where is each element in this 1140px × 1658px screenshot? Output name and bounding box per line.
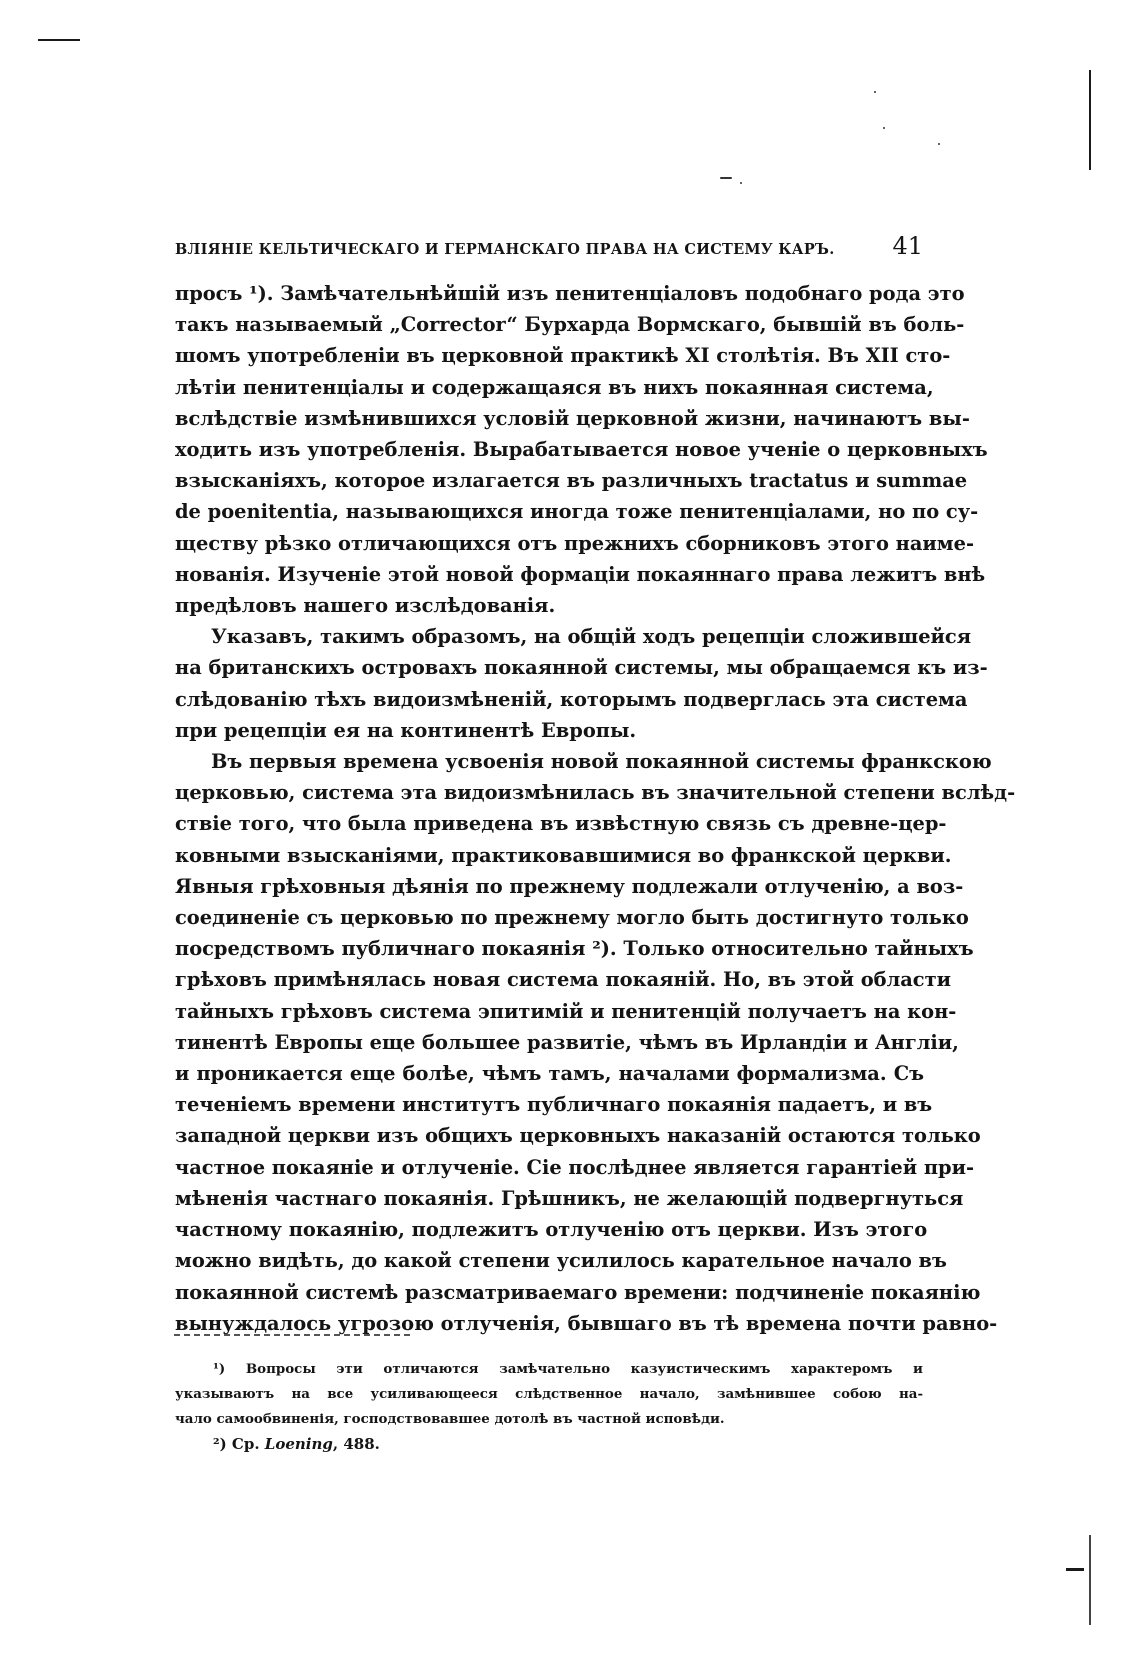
- scan-speck: [883, 127, 885, 129]
- body-line: тайныхъ грѣховъ система эпитимій и пенитенцій получаетъ на кон-: [175, 999, 957, 1023]
- body-line: покаянной системѣ разсматриваемаго времени: подчиненіе покаянію: [175, 1280, 981, 1304]
- body-line: частное покаяніе и отлученіе. Сіе послѣднее является гарантіей при-: [175, 1155, 975, 1179]
- body-line: при рецепціи ея на континентѣ Европы.: [175, 718, 637, 742]
- footnote-2-suffix: , 488.: [332, 1435, 380, 1453]
- body-line: вслѣдствіе измѣнившихся условій церковной жизни, начинаютъ вы-: [175, 406, 970, 430]
- body-line: частному покаянію, подлежитъ отлученію отъ церкви. Изъ этого: [175, 1218, 928, 1242]
- body-line: просъ ¹). Замѣчательнѣйшій изъ пенитенціаловъ подобнаго рода это: [175, 282, 965, 305]
- body-line: Въ первыя времена усвоенія новой покаянной системы франкскою: [211, 750, 992, 774]
- body-line: Явныя грѣховныя дѣянія по прежнему подлежали отлученію, а воз-: [175, 874, 964, 898]
- footnotes: [175, 1357, 923, 1457]
- body-line: слѣдованію тѣхъ видоизмѣненій, которымъ подверглась эта система: [175, 687, 968, 711]
- body-line: посредствомъ публичнаго покаянія ²). Только относительно тайныхъ: [175, 937, 974, 961]
- footnote-2-author: Loening: [264, 1435, 333, 1453]
- footnote-line: ¹) Вопросы эти отличаются замѣчательно казуистическимъ характеромъ и: [213, 1361, 923, 1377]
- body-line: мѣненія частнаго покаянія. Грѣшникъ, не желающій подвергнуться: [175, 1186, 964, 1210]
- scan-speck: [740, 182, 742, 184]
- body-line: вынуждалось угрозою отлученія, бывшаго въ тѣ времена почти равно-: [175, 1311, 998, 1335]
- body-line: de poenitentia, называющихся иногда тоже пенитенціалами, но по су-: [175, 500, 979, 524]
- body-line: предѣловъ нашего изслѣдованія.: [175, 594, 556, 618]
- body-line: церковью, система эта видоизмѣнилась въ значительной степени вслѣд-: [175, 781, 1016, 805]
- scan-mark-bottom-rule: [1089, 1535, 1091, 1625]
- running-title: ВЛІЯНІЕ КЕЛЬТИЧЕСКАГО И ГЕРМАНСКАГО ПРАВА НА СИСТЕМУ КАРЪ.: [175, 241, 835, 258]
- body-line: западной церкви изъ общихъ церковныхъ наказаній остаются только: [175, 1124, 981, 1148]
- body-line: можно видѣть, до какой степени усилилось карательное начало въ: [175, 1249, 947, 1273]
- scan-speck: [720, 177, 732, 179]
- body-line: грѣховъ примѣнялась новая система покаяній. Но, въ этой области: [175, 968, 952, 992]
- body-line: теченіемъ времени институтъ публичнаго покаянія падаетъ, и въ: [175, 1093, 933, 1117]
- body-line: лѣтіи пенитенціалы и содержащаяся въ нихъ покаянная система,: [175, 375, 934, 399]
- body-line: ходить изъ употребленія. Вырабатывается новое ученіе о церковныхъ: [175, 438, 988, 462]
- body-line: и проникается еще болѣе, чѣмъ тамъ, началами формализма. Съ: [175, 1062, 924, 1086]
- body-line: тинентѣ Европы еще большее развитіе, чѣмъ въ Ирландіи и Англіи,: [175, 1030, 959, 1054]
- body-text: [175, 278, 1016, 1339]
- scan-speck: [938, 143, 940, 145]
- body-line: взысканіяхъ, которое излагается въ различныхъ tractatus и summae: [175, 469, 968, 493]
- scan-mark-top-left: [38, 39, 80, 41]
- body-line: такъ называемый „Corrector“ Бурхарда Вормскаго, бывшій въ боль-: [175, 313, 965, 337]
- body-line: нованія. Изученіе этой новой формаціи покаяннаго права лежитъ внѣ: [175, 562, 986, 586]
- body-line: ковными взысканіями, практиковавшимися во франкской церкви.: [175, 843, 952, 867]
- footnote-line: указываютъ на все усиливающееся слѣдственное начало, замѣнившее собою на-: [175, 1386, 923, 1402]
- body-line: ществу рѣзко отличающихся отъ прежнихъ сборниковъ этого наиме-: [175, 531, 975, 555]
- footnote-line: чало самообвиненія, господствовавшее дотолѣ въ частной исповѣди.: [175, 1411, 725, 1427]
- body-line: ствіе того, что была приведена въ извѣстную связь съ древне-цер-: [175, 812, 947, 836]
- footnote-2: [175, 1432, 923, 1457]
- scan-speck: [874, 91, 876, 93]
- footnote-rule: [174, 1334, 410, 1336]
- page-number: 41: [892, 232, 923, 260]
- body-line: Указавъ, такимъ образомъ, на общій ходъ рецепціи сложившейся: [211, 625, 972, 649]
- scan-mark-right-rule: [1089, 70, 1091, 170]
- scan-mark-bottom-right: [1066, 1568, 1084, 1571]
- body-line: на британскихъ островахъ покаянной системы, мы обращаемся къ из-: [175, 656, 988, 680]
- running-head: [175, 232, 923, 260]
- body-line: соединеніе съ церковью по прежнему могло быть достигнуто только: [175, 906, 969, 930]
- body-line: шомъ употребленіи въ церковной практикѣ XI столѣтія. Въ XII сто-: [175, 344, 951, 368]
- footnote-2-prefix: ²) Ср.: [213, 1435, 260, 1453]
